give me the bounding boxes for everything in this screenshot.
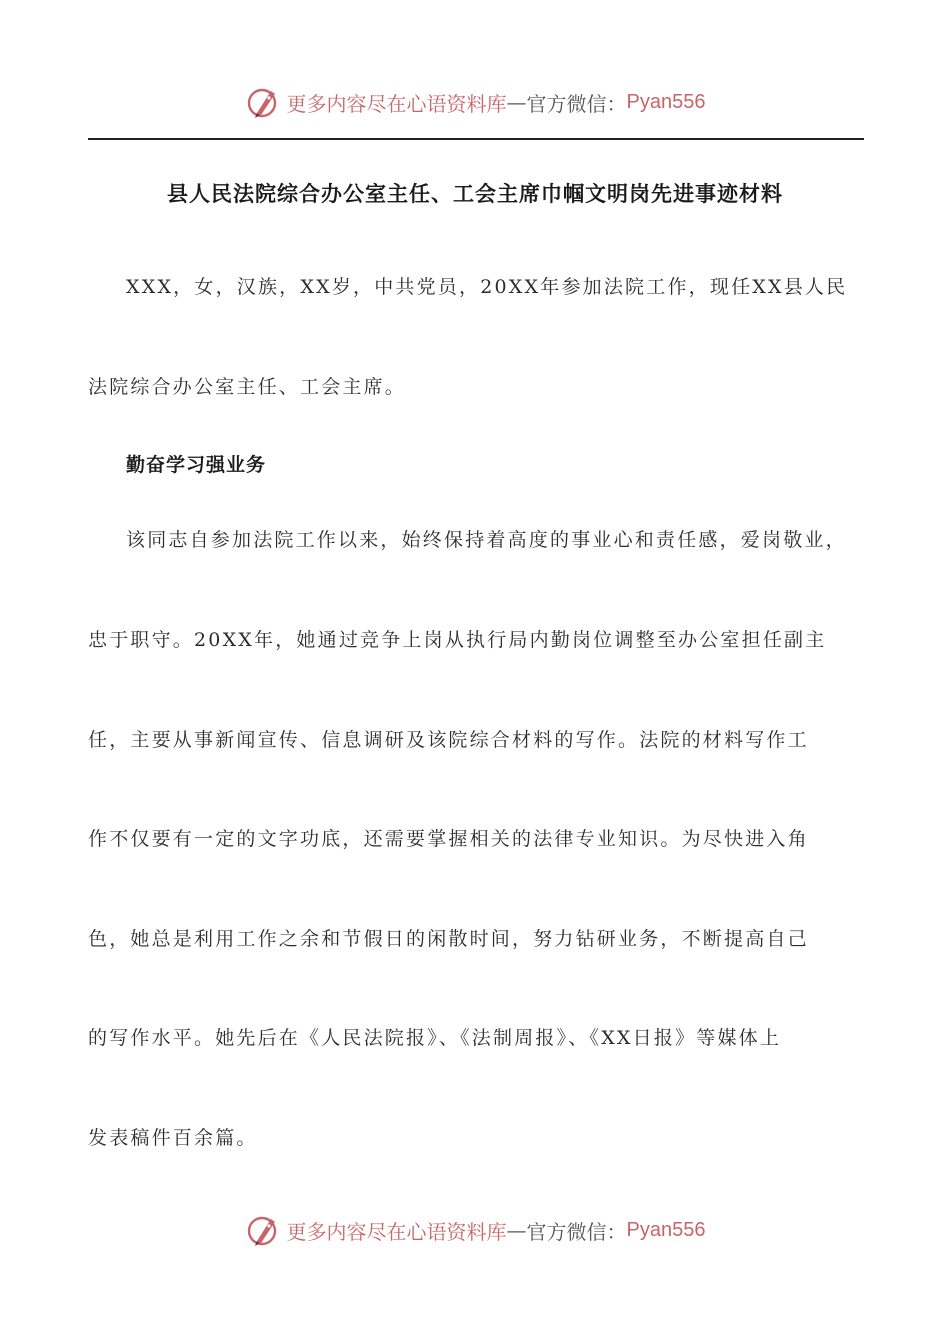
- pen-logo-icon: [245, 83, 283, 121]
- header-divider: [88, 138, 864, 140]
- section-heading: 勤奋学习强业务: [126, 454, 267, 476]
- paragraph-line: 忠于职守。20XX年，她通过竞争上岗从执行局内勤岗位调整至办公室担任副主: [88, 629, 827, 651]
- intro-line: XXX，女，汉族，XX岁，中共党员，20XX年参加法院工作，现任XX县人民: [126, 276, 848, 298]
- pen-logo-icon: [245, 1211, 283, 1249]
- paragraph-line: 该同志自参加法院工作以来，始终保持着高度的事业心和责任感，爱岗敬业，: [126, 529, 847, 551]
- paragraph-line: 发表稿件百余篇。: [88, 1127, 258, 1149]
- intro-line: 法院综合办公室主任、工会主席。: [88, 376, 407, 398]
- banner-wechat-id: Pyan556: [626, 1218, 706, 1241]
- paragraph-line: 任，主要从事新闻宣传、信息调研及该院综合材料的写作。法院的材料写作工: [88, 729, 809, 751]
- banner-brand-text: 更多内容尽在心语资料库: [286, 91, 507, 116]
- header-banner: [0, 78, 950, 126]
- banner-wechat-id: Pyan556: [626, 90, 706, 113]
- banner-dash: —: [506, 90, 527, 114]
- paragraph-line: 色，她总是利用工作之余和节假日的闲散时间，努力钻研业务，不断提高自己: [88, 928, 809, 950]
- paragraph-line: 作不仅要有一定的文字功底，还需要掌握相关的法律专业知识。为尽快进入角: [88, 828, 809, 850]
- banner-brand-text: 更多内容尽在心语资料库: [286, 1219, 507, 1244]
- banner-wechat-label: 官方微信：: [526, 91, 627, 116]
- banner-wechat-label: 官方微信：: [526, 1219, 627, 1244]
- banner-dash: —: [506, 1218, 527, 1242]
- paragraph-line: 的写作水平。她先后在《人民法院报》、《法制周报》、《XX日报》等媒体上: [88, 1027, 782, 1049]
- document-title: 县人民法院综合办公室主任、工会主席巾帼文明岗先进事迹材料: [167, 182, 783, 206]
- footer-banner: [0, 1206, 950, 1254]
